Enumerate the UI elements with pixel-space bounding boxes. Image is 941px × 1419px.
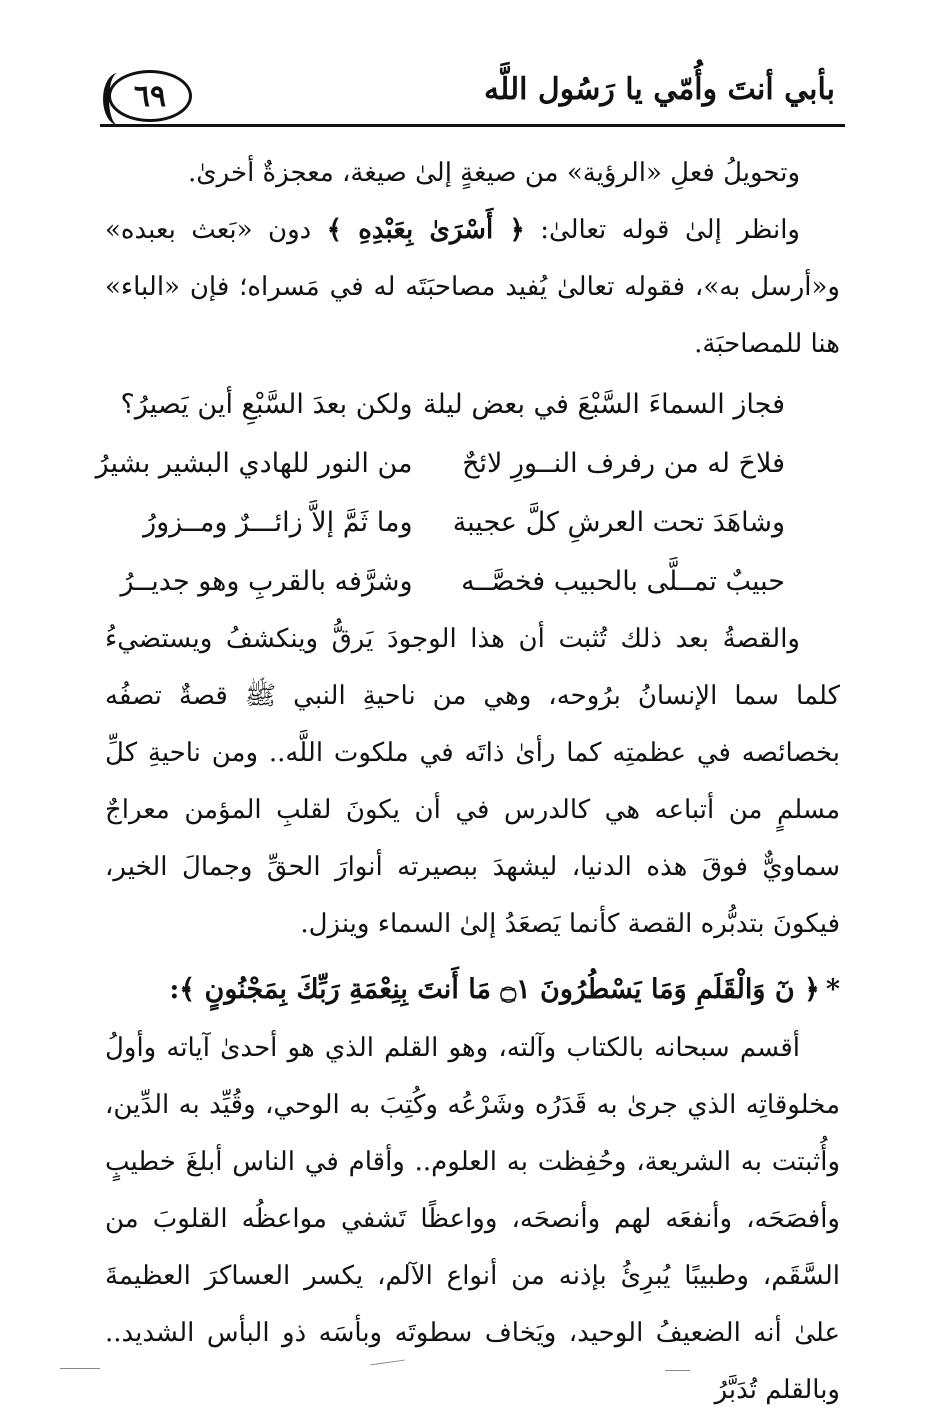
verse-first-half: حبيبٌ تمــلَّى بالحبيب فخصَّــه: [461, 566, 785, 597]
section-heading: [105, 961, 840, 1018]
quran-quote: ﴿ أَسْرَىٰ بِعَبْدِهِ ﴾: [326, 215, 525, 245]
verse-second-half: وشرَّفه بالقربِ وهو جديــرُ: [120, 566, 413, 597]
poem: [95, 375, 840, 611]
page-body: [95, 145, 840, 1419]
verse-second-half: وما ثَمَّ إلاَّ زائـــرٌ ومــزورُ: [143, 507, 413, 538]
page-number: ٦٩: [133, 78, 167, 114]
paragraph-2: [105, 202, 840, 373]
verse-first-half: فجاز السماءَ السَّبْعَ في بعض ليلة: [422, 389, 785, 420]
paragraph-3: والقصةُ بعد ذلك تُثبت أن هذا الوجودَ يَرقُّ وينكشفُ ويستضيءُ كلما سما الإنسانُ برُوحه، وهي من ناحيةِ النبي ﷺ قصةٌ تصفُه بخصائصه في عظمتِه كما رأىٰ ذاتَه في ملكوت اللَّه.. ومن ناحيةِ كلِّ مسلمٍ من أتباعه هي كالدرس في أن يكونَ لقلبِ المؤمن معراجٌ سماويٌّ فوقَ هذه الدنيا، ليشهدَ ببصيرته أنوارَ الحقِّ وجمالَ الخير، فيكونَ بتدبُّره القصة كأنما يَصعَدُ إلىٰ السماء وينزل.: [105, 624, 840, 939]
scan-mark: [665, 1370, 690, 1371]
poem-verse: [105, 493, 840, 552]
page-number-badge: [108, 70, 192, 122]
poem-verse: [105, 375, 840, 434]
paragraph-4: أقسم سبحانه بالكتاب وآلته، وهو القلم الذي هو أحدىٰ آياته وأولُ مخلوقاتِه الذي جرىٰ به قَدَرُه وشَرْعُه وكُتِبَ به الوحي، وقُيِّد به الدِّين، وأُثبتت به الشريعة، وحُفِظت به العلوم.. وأقام في الناس أبلغَ خطيبٍ وأفصَحَه، وأنفعَه لهم وأنصحَه، وواعظًا تَشفي مواعظُه القلوبَ من السَّقَم، وطبيبًا يُبرِئُ بإذنه من أنواع الآلم، يكسر العساكرَ العظيمةَ علىٰ أنه الضعيفُ الوحيد، ويَخاف سطوتَه وبأسَه ذو البأس الشديد.. وبالقلم تُدَبَّرُ: [105, 1033, 840, 1405]
header-rule: [100, 124, 845, 127]
verse-first-half: وشاهَدَ تحت العرشِ كلَّ عجيبة: [452, 507, 785, 538]
running-title: بأبي أنتَ وأُمّي يا رَسُول اللَّه: [483, 72, 835, 107]
poem-verse: [95, 434, 840, 493]
verse-second-half: من النور للهادي البشير بشيرُ: [95, 448, 413, 479]
section-heading-text: ﴿ نٓ وَالْقَلَمِ وَمَا يَسْطُرُونَ ۝١ مَا أَنتَ بِنِعْمَةِ رَبِّكَ بِمَجْنُونٍ ﴾:: [169, 974, 820, 1005]
verse-first-half: فلاحَ له من رفرف النــورِ لائحٌ: [462, 448, 785, 479]
paragraph-2-start: وانظر إلىٰ قوله تعالىٰ:: [524, 215, 800, 245]
paragraph-1: وتحويلُ فعلِ «الرؤية» من صيغةٍ إلىٰ صيغة، معجزةٌ أخرىٰ.: [188, 158, 800, 188]
star-bullet: *: [825, 974, 840, 1005]
verse-second-half: ولكن بعدَ السَّبْعِ أين يَصيرُ؟: [120, 389, 413, 420]
page-header: [100, 62, 845, 134]
scan-mark: [60, 1368, 100, 1369]
poem-verse: [105, 552, 840, 611]
paragraph-2-end: دون «بَعث بعبده» و«أرسل به»، فقوله تعالىٰ يُفيد مصاحبَتَه له في مَسراه؛ فإن «الباء» هنا للمصاحبَة.: [105, 215, 840, 359]
